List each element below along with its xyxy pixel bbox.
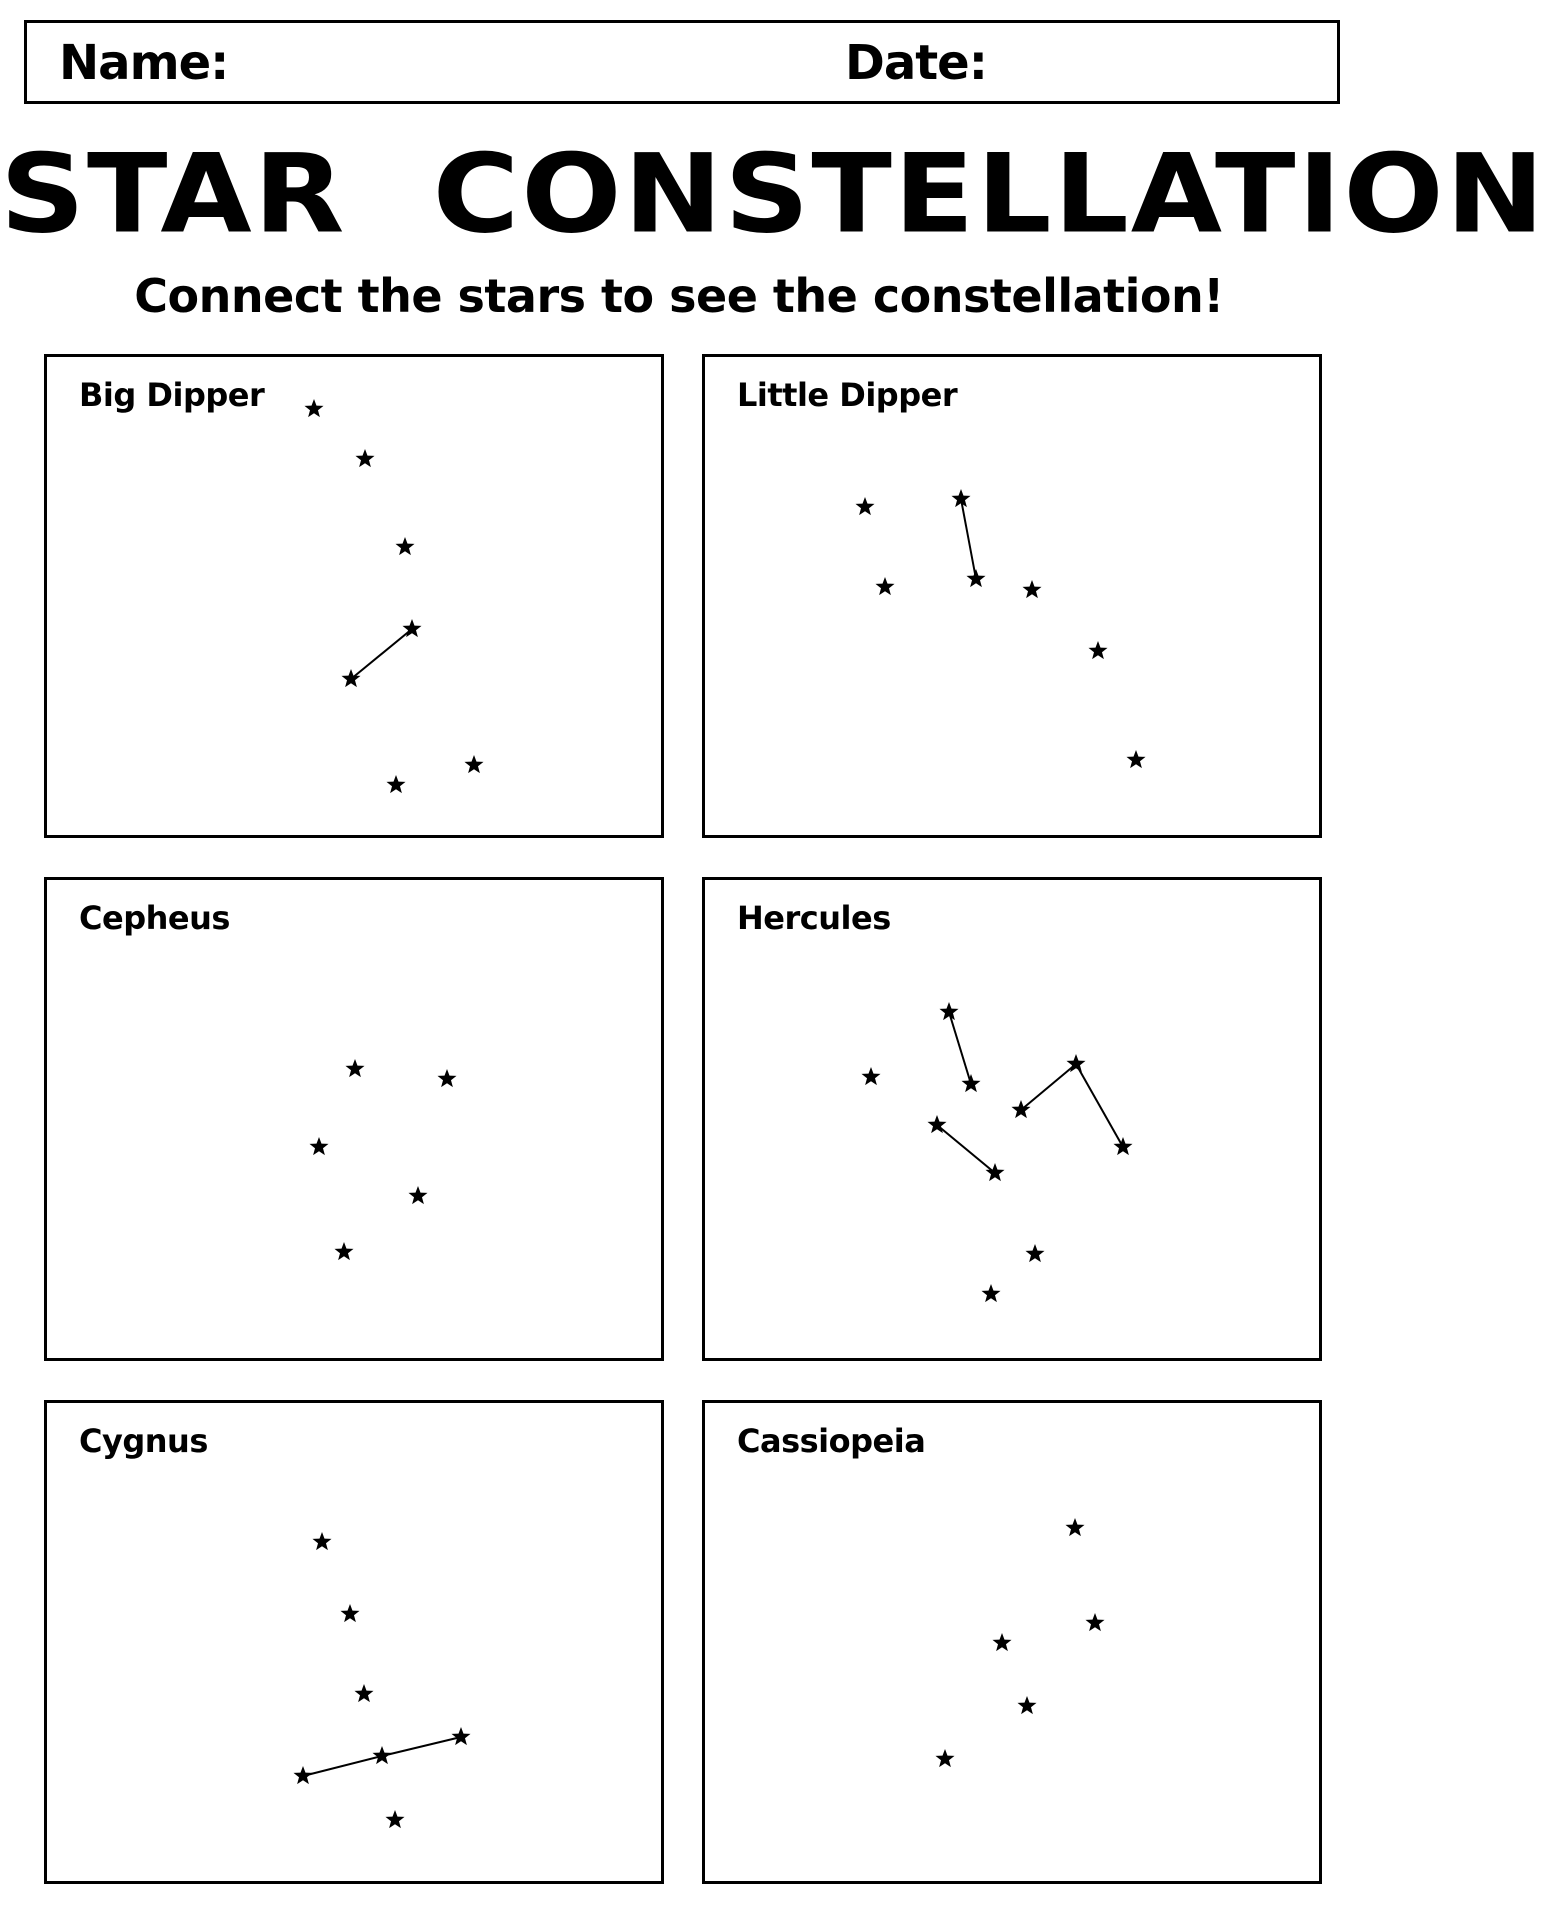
panel-cygnus [44, 1400, 664, 1884]
constellation-cassiopeia [705, 1403, 1319, 1881]
star-icon [293, 1766, 312, 1784]
panel-big-dipper [44, 354, 664, 838]
connecting-line [949, 1012, 971, 1084]
star-icon [981, 1284, 1000, 1302]
star-icon [961, 1074, 980, 1092]
connecting-line [937, 1125, 995, 1173]
panel-label: Hercules [737, 899, 891, 937]
star-icon [345, 1059, 364, 1077]
constellation-cygnus [47, 1403, 661, 1881]
connecting-line [351, 629, 412, 679]
star-icon [861, 1067, 880, 1085]
connecting-line [1076, 1064, 1123, 1147]
connecting-line [1021, 1064, 1076, 1110]
constellation-hercules [705, 880, 1319, 1358]
star-icon [355, 449, 374, 467]
star-icon [1085, 1613, 1104, 1631]
star-icon [304, 399, 323, 417]
star-icon [408, 1186, 427, 1204]
constellation-little-dipper [705, 357, 1319, 835]
star-icon [1022, 580, 1041, 598]
star-icon [1025, 1244, 1044, 1262]
panel-label: Big Dipper [79, 376, 265, 414]
date-label: Date: [845, 35, 987, 91]
star-icon [985, 1163, 1004, 1181]
panel-label: Cassiopeia [737, 1422, 926, 1460]
star-icon [385, 1810, 404, 1828]
panel-little-dipper [702, 354, 1322, 838]
star-icon [1113, 1137, 1132, 1155]
star-icon [1088, 641, 1107, 659]
star-icon [992, 1633, 1011, 1651]
star-icon [1011, 1100, 1030, 1118]
star-icon [437, 1069, 456, 1087]
star-icon [1126, 750, 1145, 768]
connecting-line [303, 1756, 382, 1776]
page-subtitle: Connect the stars to see the constellation! [134, 269, 1224, 323]
panel-label: Cepheus [79, 899, 230, 937]
star-icon [340, 1604, 359, 1622]
panel-cepheus [44, 877, 664, 1361]
star-icon [395, 537, 414, 555]
star-icon [341, 669, 360, 687]
star-icon [464, 755, 483, 773]
star-icon [939, 1002, 958, 1020]
star-icon [1065, 1518, 1084, 1536]
connecting-line [961, 499, 976, 579]
star-icon [935, 1749, 954, 1767]
star-icon [309, 1137, 328, 1155]
panel-cassiopeia [702, 1400, 1322, 1884]
star-icon [966, 569, 985, 587]
star-icon [1017, 1696, 1036, 1714]
panel-label: Cygnus [79, 1422, 208, 1460]
page-title: STAR CONSTELLATION [0, 130, 1546, 258]
panel-label: Little Dipper [737, 376, 958, 414]
name-date-box [24, 20, 1340, 104]
star-icon [386, 775, 405, 793]
star-icon [334, 1242, 353, 1260]
star-icon [312, 1532, 331, 1550]
constellation-cepheus [47, 880, 661, 1358]
panel-hercules [702, 877, 1322, 1361]
star-icon [354, 1684, 373, 1702]
star-icon [372, 1746, 391, 1764]
name-label: Name: [59, 35, 229, 91]
constellation-big-dipper [47, 357, 661, 835]
connecting-line [382, 1737, 461, 1756]
star-icon [875, 577, 894, 595]
star-icon [451, 1727, 470, 1745]
star-icon [855, 497, 874, 515]
